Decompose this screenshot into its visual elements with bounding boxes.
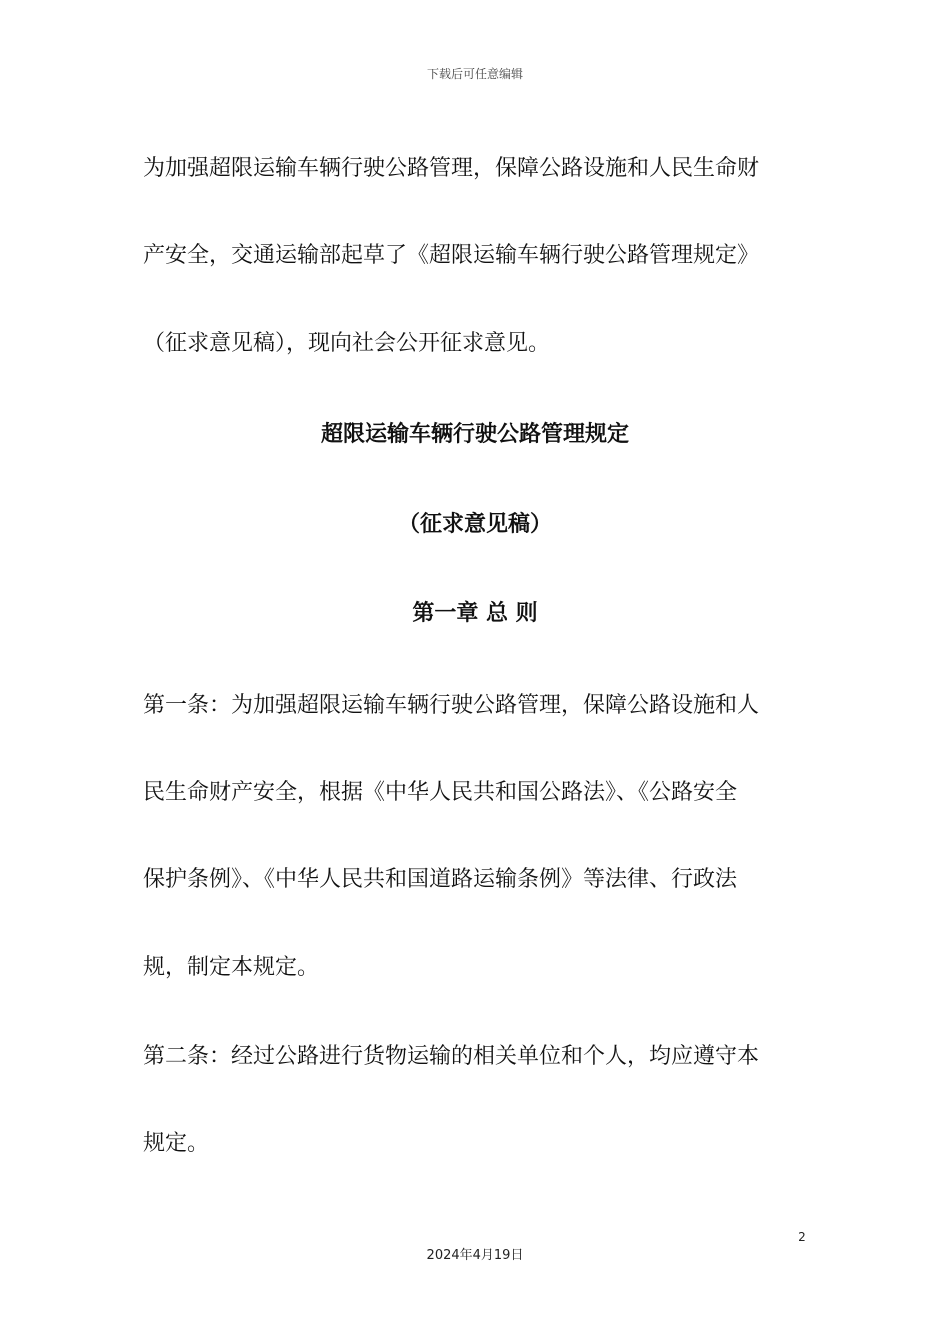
document-subtitle: （征求意见稿） xyxy=(397,512,552,537)
article-1-line-3: 保护条例》、《中华人民共和国道路运输条例》等法律、行政法 xyxy=(143,867,738,892)
article-1-line-4: 规，制定本规定。 xyxy=(143,955,320,980)
footer-date: 2024年4月19日 xyxy=(426,1248,524,1263)
article-2-line-1: 第二条：经过公路进行货物运输的相关单位和个人，均应遵守本 xyxy=(143,1044,760,1069)
page-number: 2 xyxy=(798,1230,806,1244)
intro-line-1: 为加强超限运输车辆行驶公路管理，保障公路设施和人民生命财 xyxy=(143,156,760,181)
article-1-line-2: 民生命财产安全，根据《中华人民共和国公路法》、《公路安全 xyxy=(143,780,738,805)
intro-line-2: 产安全，交通运输部起草了《超限运输车辆行驶公路管理规定》 xyxy=(143,243,760,268)
document-title: 超限运输车辆行驶公路管理规定 xyxy=(320,422,629,447)
chapter-heading: 第一章 总 则 xyxy=(412,601,538,626)
page-header: 下载后可任意编辑 xyxy=(426,67,523,81)
intro-line-3: （征求意见稿），现向社会公开征求意见。 xyxy=(143,331,551,356)
article-2-line-2: 规定。 xyxy=(143,1131,210,1156)
article-1-line-1: 第一条：为加强超限运输车辆行驶公路管理，保障公路设施和人 xyxy=(143,693,760,718)
